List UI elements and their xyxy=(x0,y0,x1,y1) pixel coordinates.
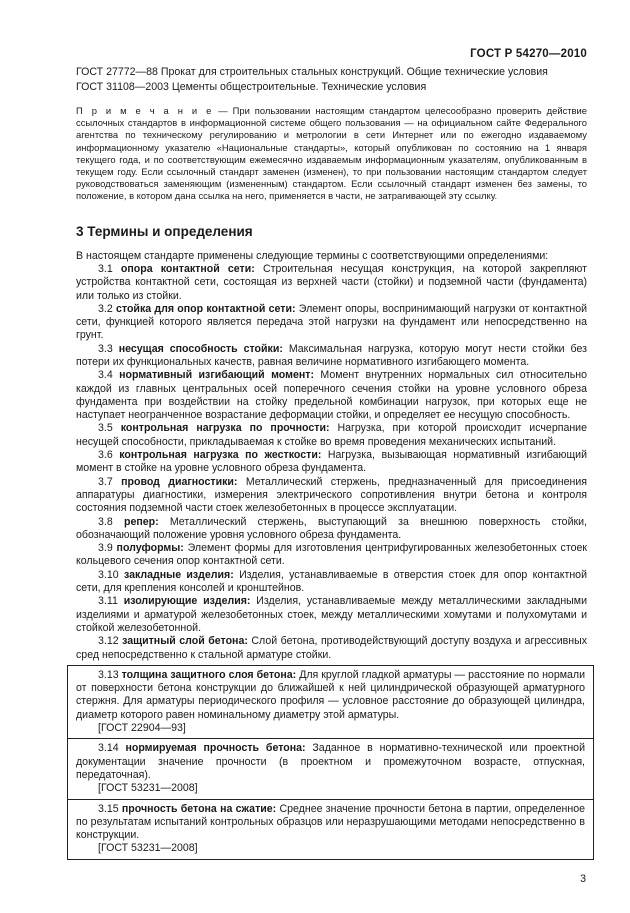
term-name: нормируемая прочность бетона: xyxy=(125,742,306,755)
boxed-term-entry xyxy=(67,665,594,739)
term-source: [ГОСТ 53231—2008] xyxy=(98,842,198,855)
term-name: репер: xyxy=(123,515,159,528)
term-entry xyxy=(76,635,587,662)
boxed-term-text xyxy=(76,742,585,782)
term-definition: Нагрузка, вызывающая нормативный изгибающий момент в стойке на уровне условного обреза фундамента. xyxy=(76,449,588,475)
term-definition: Нагрузка, при которой происходит исчерпание несущей способности, прикладываемая к стойке во время проведения механических испытаний. xyxy=(76,422,587,448)
term-name: провод диагностики: xyxy=(121,475,238,488)
term-number: 3.7 xyxy=(98,475,113,488)
term-entry xyxy=(76,369,587,422)
term-definition: Заданное в нормативно-технической или проектной документации значение прочности (в проектном и промежуточном возрасте, отпускная, передаточная). xyxy=(76,742,585,781)
term-source: [ГОСТ 22904—93] xyxy=(98,722,186,735)
term-definition: Максимальная нагрузка, которую могут нести стойки без потери их функциональных качеств, равная величине нормативного изгибающего момента. xyxy=(76,342,587,368)
term-entry xyxy=(76,542,587,569)
page-content xyxy=(76,65,587,860)
document-header: ГОСТ Р 54270—2010 xyxy=(470,48,587,60)
term-definition: Строительная несущая конструкция, на которой закрепляют устройства контактной сети, состоящая из верхней части (стойки) и подземной части (фундамента) или только из стойки. xyxy=(76,262,587,302)
term-definition: Металлический стержень, предназначенный для присоединения аппаратуры диагностики, измерения электрического сопротивления внутри бетона и контроля состояния подземной части стоек железобетонных в процессе эксплуатации. xyxy=(76,475,587,515)
reference-line: ГОСТ 27772—88 Прокат для строительных стальных конструкций. Общие технические условия xyxy=(76,66,548,78)
term-definition: Элемент опоры, воспринимающий нагрузки от контактной сети, функцией которого является передача этой нагрузки на фундамент или непосредственно на грунт. xyxy=(76,302,587,342)
term-definition: Металлический стержень, выступающий за внешнюю поверхность стойки, обозначающий положение уровня условного обреза фундамента. xyxy=(76,515,587,541)
term-number: 3.10 xyxy=(98,568,119,581)
term-name: опора контактной сети: xyxy=(120,262,255,275)
boxed-term-text xyxy=(76,803,585,843)
term-name: защитный слой бетона: xyxy=(122,635,248,648)
section-intro: В настоящем стандарте применены следующие термины с соответствующими определениями: xyxy=(76,249,549,262)
term-number: 3.9 xyxy=(98,542,113,555)
term-source: [ГОСТ 53231—2008] xyxy=(98,782,198,795)
term-number: 3.5 xyxy=(98,422,113,435)
term-number: 3.4 xyxy=(98,369,113,382)
term-number: 3.2 xyxy=(98,302,113,315)
terms-list xyxy=(76,263,587,662)
term-definition: Изделия, устанавливаемые в отверстия стоек для опор контактной сети, для крепления консолей и кронштейнов. xyxy=(76,568,587,595)
term-entry xyxy=(76,422,587,449)
term-entry xyxy=(76,516,587,543)
note-paragraph xyxy=(76,105,587,203)
term-name: изолирующие изделия: xyxy=(123,595,251,608)
term-number: 3.13 xyxy=(98,668,119,681)
term-name: толщина защитного слоя бетона: xyxy=(121,668,297,681)
term-name: контрольная нагрузка по прочности: xyxy=(120,422,330,435)
term-number: 3.12 xyxy=(98,635,119,648)
term-number: 3.14 xyxy=(98,742,119,755)
term-name: контрольная нагрузка по жесткости: xyxy=(119,449,322,462)
term-definition: Для круглой гладкой арматуры — расстояние по нормали от поверхности бетона конструкции до ближайшей к ней цилиндрической образующей арматурного стержня. Для арматуры периодического профиля — условное расстояние до образующей цилиндра, диаметр которого равен номинальному диаметру этой арматуры. xyxy=(76,668,585,721)
term-entry xyxy=(76,595,587,635)
term-definition: Элемент формы для изготовления центрифугированных железобетонных стоек кольцевого сечения опор контактной сети. xyxy=(76,542,587,568)
term-name: полуформы: xyxy=(116,542,184,555)
note-text: — При пользовании настоящим стандартом целесообразно проверить действие ссылочных стандартов в информационной системе общего пользования — на официальном сайте Федерального агентства по техническому регулированию и метрологии в сети Интернет или по ежегодно издаваемому информационному указателю «Национальные стандарты», который опубликован по состоянию на 1 января текущего года, и по соответствующим ежемесячно издаваемым информационным указателям, опубликованным в текущем году. Если ссылочный стандарт заменен (изменен), то при пользовании настоящим стандартом следует руководствоваться заменяющим (измененным) стандартом. Если ссылочный стандарт изменен без замены, то положение, в котором дана ссылка на него, применяется в части, не затрагивающей эту ссылку. xyxy=(76,105,587,202)
term-entry xyxy=(76,449,587,476)
term-number: 3.8 xyxy=(98,515,113,528)
section-title: 3 Термины и определения xyxy=(76,223,253,239)
term-definition: Изделия, устанавливаемые между металлическими закладными изделиями и арматурой железобетонных стоек, между металлическими хомутами и полухомутами и стойкой железобетонной. xyxy=(76,595,587,634)
term-name: прочность бетона на сжатие: xyxy=(121,802,277,815)
term-definition: Слой бетона, противодействующий доступу воздуха и агрессивных сред непосредственно к стальной арматуре стойки. xyxy=(76,635,587,661)
boxed-term-entry xyxy=(67,739,594,799)
page-number: 3 xyxy=(580,873,586,885)
term-number: 3.15 xyxy=(98,802,119,815)
term-name: закладные изделия: xyxy=(123,568,234,581)
term-definition: Среднее значение прочности бетона в партии, определенное по результатам испытаний контрольных образцов или неразрушающими методами непосредственно в конструкции. xyxy=(76,802,585,842)
boxed-term-entry xyxy=(67,800,594,860)
reference-line: ГОСТ 31108—2003 Цементы общестроительные. Технические условия xyxy=(76,81,427,93)
note-label: П р и м е ч а н и е xyxy=(76,105,214,116)
term-number: 3.1 xyxy=(98,262,113,275)
term-definition: Момент внутренних нормальных сил относительно каждой из главных центральных осей поперечного сечения стойки на уровне условного обреза фундамента при воздействии на стойку предельной комбинации нагрузок, при которых еще не наступает неогранченное возрастание деформации стойки, и определяет ее несущую способность. xyxy=(76,369,587,422)
term-name: нормативный изгибающий момент: xyxy=(119,369,314,382)
boxed-term-text xyxy=(76,669,585,722)
term-name: несущая способность стойки: xyxy=(118,342,283,355)
term-entry xyxy=(76,343,587,370)
term-name: стойка для опор контактной сети: xyxy=(116,302,296,315)
term-entry xyxy=(76,569,587,596)
term-entry xyxy=(76,263,587,303)
term-number: 3.6 xyxy=(98,449,113,462)
term-entry xyxy=(76,303,587,343)
boxed-terms xyxy=(67,665,594,860)
term-entry xyxy=(76,476,587,516)
term-number: 3.3 xyxy=(98,342,113,355)
term-number: 3.11 xyxy=(98,595,118,608)
